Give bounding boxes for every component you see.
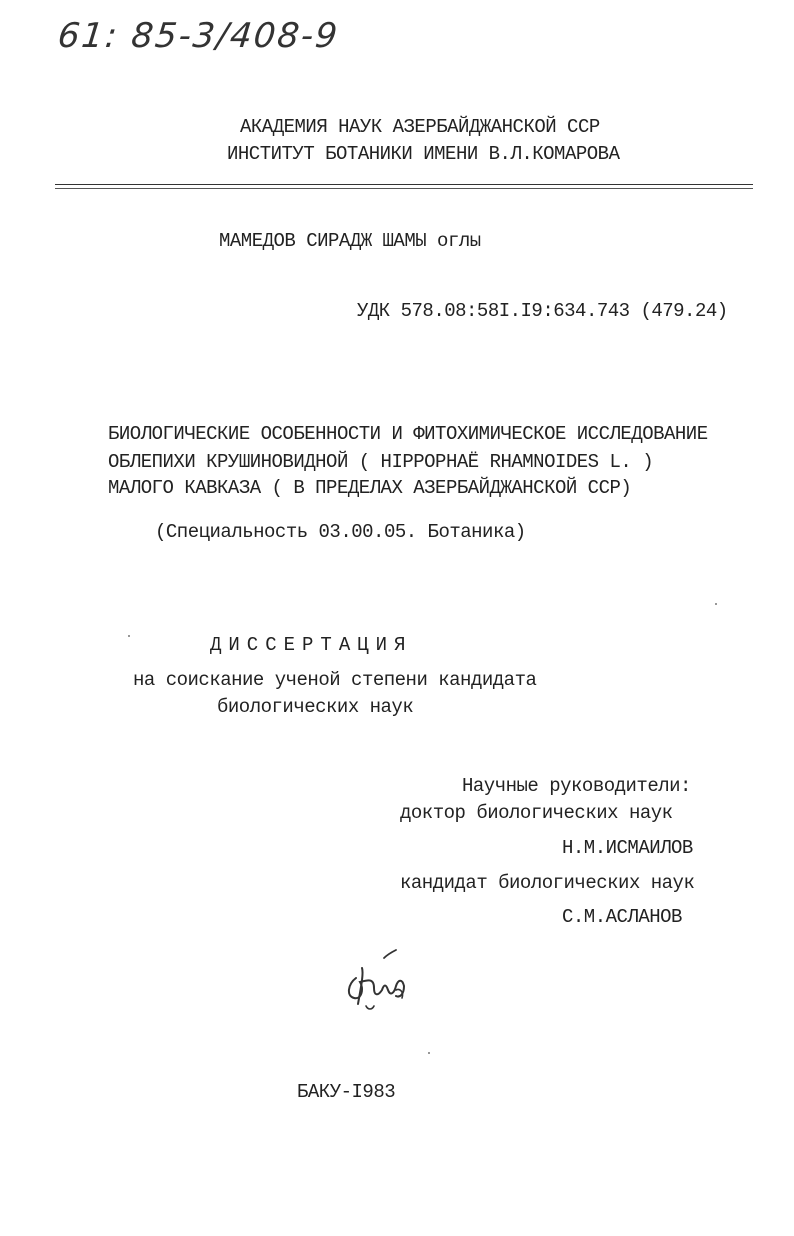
advisor-1-degree: доктор биологических наук	[400, 802, 673, 824]
udc-code: УДК 578.08:58I.I9:634.743 (479.24)	[357, 300, 728, 322]
title-line-3: МАЛОГО КАВКАЗА ( В ПРЕДЕЛАХ АЗЕРБАЙДЖАНСКОЙ ССР)	[108, 477, 632, 499]
title-line-1: БИОЛОГИЧЕСКИЕ ОСОБЕННОСТИ И ФИТОХИМИЧЕСКОЕ ИССЛЕДОВАНИЕ	[108, 423, 708, 445]
advisor-1-name: Н.М.ИСМАИЛОВ	[562, 837, 693, 859]
archive-code: 61: 85-3/408-9	[55, 16, 342, 56]
paper-speck	[428, 1052, 430, 1054]
header-rule	[55, 184, 753, 185]
academy-name: АКАДЕМИЯ НАУК АЗЕРБАЙДЖАНСКОЙ ССР	[240, 116, 600, 138]
title-line-2: ОБЛЕПИХИ КРУШИНОВИДНОЙ ( HIPPOPHAË RHAMNOIDES L. )	[108, 451, 654, 473]
specialty: (Специальность 03.00.05. Ботаника)	[155, 521, 526, 543]
handwritten-signature	[338, 944, 418, 1024]
dissertation-degree-line-2: биологических наук	[217, 696, 414, 718]
advisor-2-name: С.М.АСЛАНОВ	[562, 906, 682, 928]
institute-name: ИНСТИТУТ БОТАНИКИ ИМЕНИ В.Л.КОМАРОВА	[227, 143, 620, 165]
dissertation-degree-line-1: на соискание ученой степени кандидата	[133, 669, 537, 691]
advisor-2-degree: кандидат биологических наук	[400, 872, 695, 894]
author-name: МАМЕДОВ СИРАДЖ ШАМЫ оглы	[219, 230, 481, 252]
advisors-label: Научные руководители:	[462, 775, 691, 797]
paper-speck	[128, 635, 130, 637]
dissertation-heading: ДИССЕРТАЦИЯ	[210, 634, 413, 656]
header-rule-thin	[55, 188, 753, 189]
city-year: БАКУ-I983	[297, 1081, 396, 1103]
paper-speck	[715, 603, 717, 605]
